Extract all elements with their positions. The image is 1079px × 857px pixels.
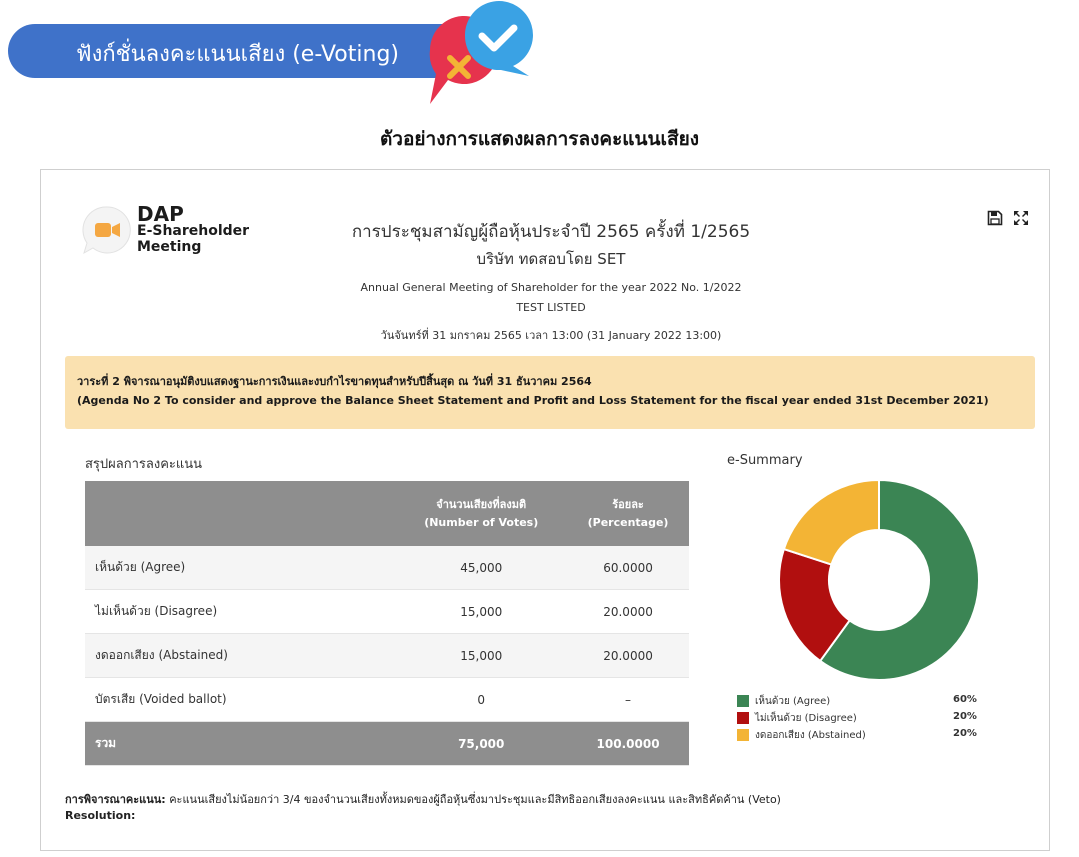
logo-text: E-Shareholder <box>137 223 250 239</box>
vote-bubbles-icon <box>420 0 540 110</box>
esummary-title: e-Summary <box>727 453 803 468</box>
column-header-percentage <box>567 481 689 546</box>
legend-percentage: 60% <box>953 694 977 705</box>
column-header-label <box>85 481 395 546</box>
company-name-en: TEST LISTED <box>516 301 586 314</box>
row-votes: 0 <box>395 678 567 722</box>
agenda-title-en: (Agenda No 2 To consider and approve the Balance Sheet Statement and Profit and Loss Statement for the fiscal year ended 31st December 2021) <box>77 394 989 407</box>
legend-swatch <box>737 712 749 724</box>
legend-label: งดออกเสียง (Abstained) <box>755 730 866 741</box>
expand-icon[interactable] <box>1013 210 1029 226</box>
table-row <box>85 678 689 722</box>
legend-percentage: 20% <box>953 728 977 739</box>
resolution-text-th: คะแนนเสียงไม่น้อยกว่า 3/4 ของจำนวนเสียงทั้งหมดของผู้ถือหุ้นซึ่งมาประชุมและมีสิทธิออกเสียงลงคะแนน และสิทธิคัดค้าน (Veto) <box>165 793 781 806</box>
column-header-text: (Number of Votes) <box>424 515 539 529</box>
legend-item <box>737 694 977 709</box>
legend-item <box>737 728 977 743</box>
row-label: ไม่เห็นด้วย (Disagree) <box>85 590 395 634</box>
save-icon[interactable] <box>987 210 1003 226</box>
legend-swatch <box>737 729 749 741</box>
agenda-title-th: วาระที่ 2 พิจารณาอนุมัติงบแสดงฐานะการเงินและงบกำไรขาดทุนสำหรับปีสิ้นสุด ณ วันที่ 31 ธันวาคม 2564 <box>77 375 592 388</box>
table-row <box>85 546 689 590</box>
banner-title: ฟังก์ชั่นลงคะแนนเสียง (e-Voting) <box>76 42 399 67</box>
summary-title: สรุปผลการลงคะแนน <box>85 457 203 472</box>
row-percentage: 60.0000 <box>567 546 689 590</box>
legend-label: ไม่เห็นด้วย (Disagree) <box>755 713 857 724</box>
agenda-box <box>65 356 1035 429</box>
vote-result-card <box>40 169 1050 851</box>
row-votes: 45,000 <box>395 546 567 590</box>
row-percentage: 20.0000 <box>567 634 689 678</box>
table-row <box>85 590 689 634</box>
column-header-votes <box>395 481 567 546</box>
row-label: บัตรเสีย (Voided ballot) <box>85 678 395 722</box>
row-votes: 15,000 <box>395 590 567 634</box>
resolution-label-th: การพิจารณาคะแนน: <box>65 793 166 806</box>
resolution-th <box>65 790 781 808</box>
legend-percentage: 20% <box>953 711 977 722</box>
table-total-row <box>85 722 689 766</box>
vote-summary-table <box>85 481 689 766</box>
resolution-label-en: Resolution: <box>65 809 136 822</box>
row-percentage: 20.0000 <box>567 590 689 634</box>
column-header-text: ร้อยละ <box>612 497 644 511</box>
logo-text: Meeting <box>137 239 202 255</box>
meeting-title-th: การประชุมสามัญผู้ถือหุ้นประจำปี 2565 ครั้งที่ 1/2565 <box>351 222 751 242</box>
company-name-th: บริษัท ทดสอบโดย SET <box>476 250 626 268</box>
legend-item <box>737 711 977 726</box>
total-label: รวม <box>85 722 395 766</box>
logo-text: DAP <box>137 202 184 226</box>
page-subtitle: ตัวอย่างการแสดงผลการลงคะแนนเสียง <box>379 128 700 150</box>
legend-label: เห็นด้วย (Agree) <box>755 696 831 707</box>
legend-swatch <box>737 695 749 707</box>
meeting-title-en: Annual General Meeting of Shareholder for the year 2022 No. 1/2022 <box>360 281 742 294</box>
meeting-date: วันจันทร์ที่ 31 มกราคม 2565 เวลา 13:00 (31 January 2022 13:00) <box>380 329 722 342</box>
total-votes: 75,000 <box>395 722 567 766</box>
row-label: เห็นด้วย (Agree) <box>85 546 395 590</box>
table-row <box>85 634 689 678</box>
total-percentage: 100.0000 <box>567 722 689 766</box>
row-votes: 15,000 <box>395 634 567 678</box>
column-header-text: จำนวนเสียงที่ลงมติ <box>436 497 527 511</box>
row-percentage: – <box>567 678 689 722</box>
column-header-text: (Percentage) <box>587 515 669 529</box>
donut-slice-2 <box>784 480 879 565</box>
row-label: งดออกเสียง (Abstained) <box>85 634 395 678</box>
esummary-donut-chart <box>759 460 999 700</box>
dap-logo-icon <box>81 204 133 256</box>
